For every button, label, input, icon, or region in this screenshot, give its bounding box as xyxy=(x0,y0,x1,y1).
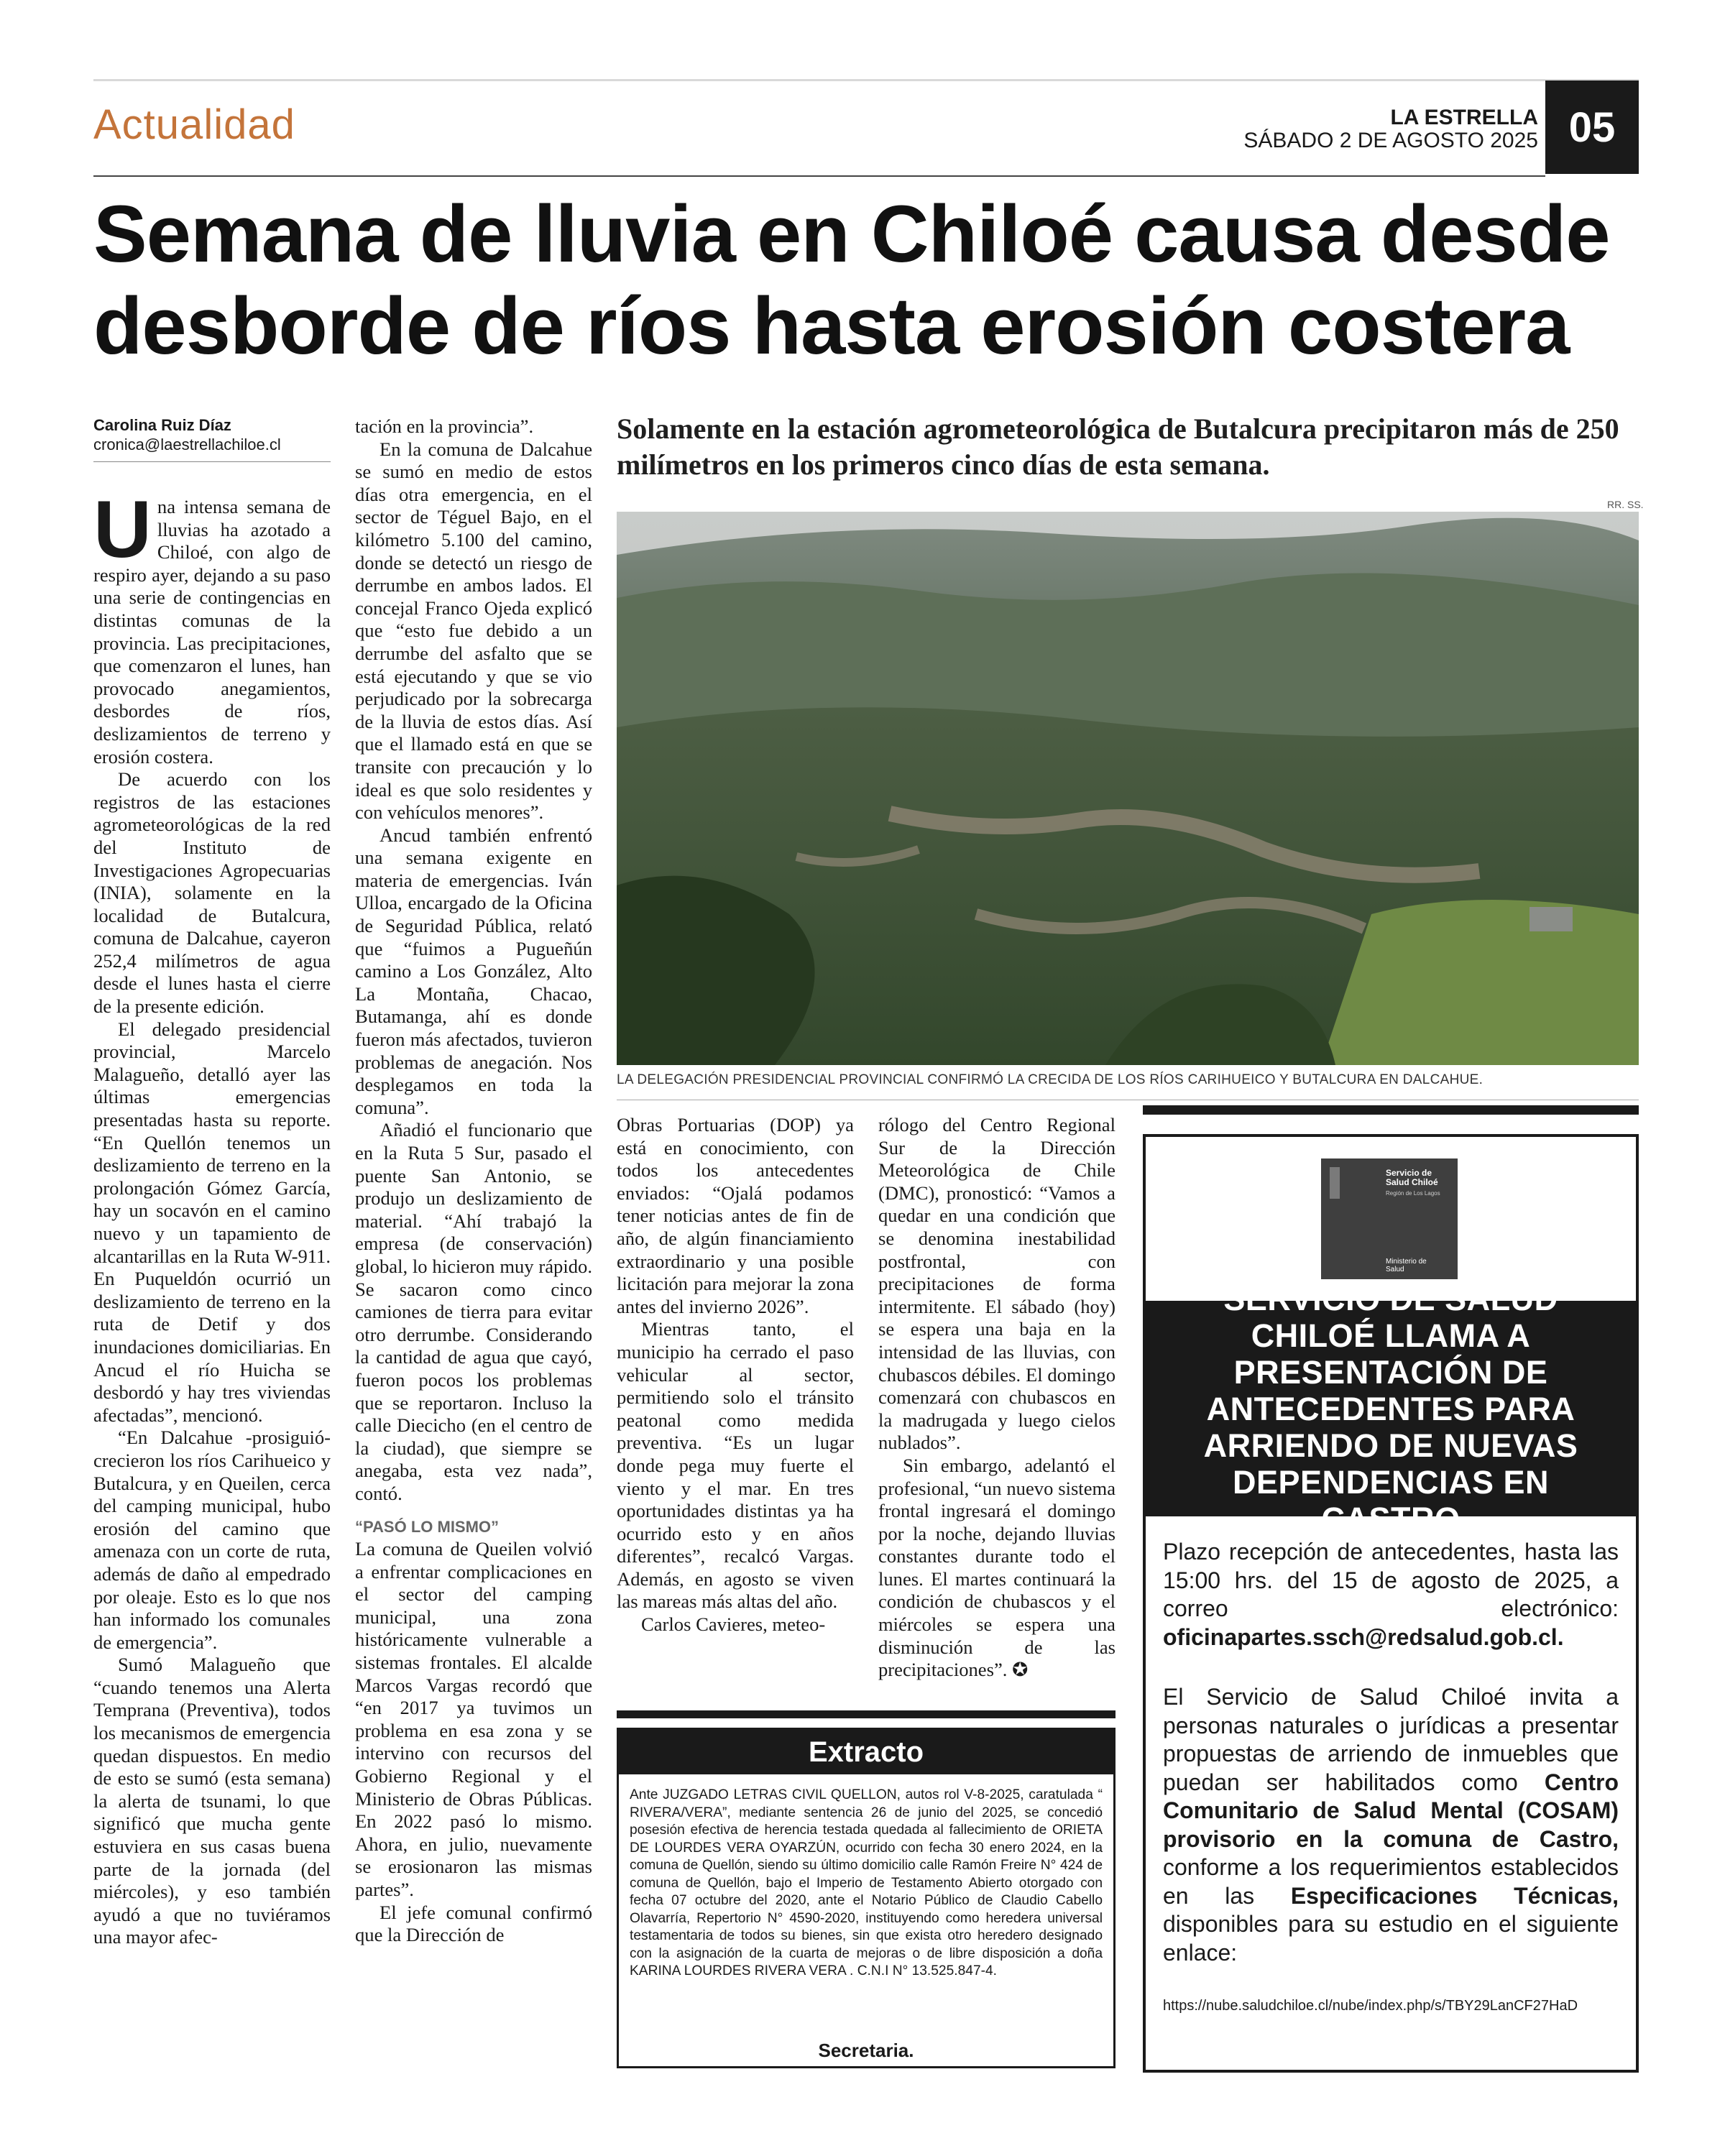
health-service-logo xyxy=(1321,1158,1458,1279)
article-deck: Solamente en la estación agrometeorológica de Butalcura precipitaron más de 250 milímetros en los primeros cinco días de esta semana. xyxy=(617,413,1619,481)
headline xyxy=(93,188,1639,372)
headline-line-1: Semana de lluvia en Chiloé causa desde xyxy=(93,189,1610,279)
paragraph: Sumó Malagueño que “cuando tenemos una Alerta Temprana (Preventiva), todos los mecanismos de emergencia quedan dispuestos. En medio de esto se sumó (esta semana) la alerta de tsunami, lo que significó que mucha gente estuviera en sus casas buena parte de la jornada (del miércoles), y eso también ayudó a que no tuviéramos una mayor afec- xyxy=(93,1654,331,1948)
paragraph: Carlos Cavieres, meteo- xyxy=(641,1613,826,1636)
subheading: “PASÓ LO MISMO” xyxy=(355,1517,500,1536)
photo-caption: LA DELEGACIÓN PRESIDENCIAL PROVINCIAL CONFIRMÓ LA CRECIDA DE LOS RÍOS CARIHUEICO Y BUTALCURA EN DALCAHUE. xyxy=(617,1072,1484,1087)
paragraph: Mientras tanto, el municipio ha cerrado el paso vehicular al sector, permitiendo solo el tránsito peatonal como medida preventiva. “Es un lugar donde pega muy fuerte el viento y el mar. En tres oportunidades distintas ya ha ocurrido esto y en años diferentes”, recalcó Vargas. Además, en agosto se viven las mareas más altas del año. xyxy=(617,1318,854,1613)
article-column-3 xyxy=(617,1114,854,1636)
page-number: 05 xyxy=(1545,80,1639,174)
paragraph: Sin embargo, adelantó el profesional, “un nuevo sistema frontal ingresará el domingo por la noche, dejando lluvias constantes durante todo el lunes. El martes continuará la condición de chubascos y el miércoles se espera una disminución de las precipitaciones”. ✪ xyxy=(878,1454,1116,1681)
paragraph: Obras Portuarias (DOP) ya está en conocimiento, con todos los antecedentes enviados: “Ojalá podamos tener noticias antes de fin de año, de algún financiamiento extraordinario y una posible licitación para mejorar la zona antes del invierno 2026”. xyxy=(617,1114,854,1317)
dropcap: U xyxy=(93,484,152,574)
byline xyxy=(93,415,331,454)
landscape-illustration xyxy=(617,512,1639,1065)
extracto-signature: Secretaria. xyxy=(818,2040,914,2061)
paragraph: La comuna de Queilen volvió a enfrentar complicaciones en el sector del camping municipal, una zona históricamente vulnerable a sistemas frontales. El alcalde Marcos Vargas recordó que “en 2017 ya tuvimos un problema en esa zona y se intervino con recursos del Gobierno Regional y el Ministerio de Obras Públicas. En 2022 pasó lo mismo. Ahora, en julio, nuevamente se erosionaron las mismas partes”. xyxy=(355,1538,592,1900)
publication-name: LA ESTRELLA xyxy=(1390,106,1538,129)
ad-top-bar xyxy=(1143,1105,1639,1115)
author-email[interactable]: cronica@laestrellachiloe.cl xyxy=(93,436,281,453)
paragraph: tación en la provincia”. xyxy=(355,415,534,437)
paragraph: Añadió el funcionario que en la Ruta 5 Sur, pasado el puente San Antonio, se produjo un deslizamiento de material. “Ahí trabajó la empresa (de conservación) global, lo hicieron muy rápido. Se sacaron como cinco camiones de tierra para evitar otro derrumbe. Considerando la cantidad de agua que cayó, fueron pocos los problemas que se reportaron. Incluso la calle Diecicho (en el centro de la ciudad), que siempre se anegaba, esta vez nada”, contó. xyxy=(355,1119,592,1504)
paragraph: El delegado presidencial provincial, Marcelo Malagueño, detalló ayer las últimas emergencias presentadas hasta su reporte. “En Quellón tenemos un deslizamiento de terreno en la prolongación Gómez García, hay un socavón en el camino nuevo y un tapamiento de alcantarillas en la Ruta W-911. En Puqueldón ocurrió un deslizamiento de terreno en la ruta de Detif y dos inundaciones domiciliarias. En Ancud el río Huicha se desbordó y hay tres viviendas afectadas”, mencionó. xyxy=(93,1018,331,1426)
ad-headline: SERVICIO DE SALUD CHILOÉ LLAMA A PRESENTACIÓN DE ANTECEDENTES PARA ARRIENDO DE NUEVAS DEPENDENCIAS EN CASTRO xyxy=(1146,1301,1636,1516)
photo-credit: RR. SS. xyxy=(1607,499,1644,510)
top-rule xyxy=(93,79,1639,81)
author-name: Carolina Ruiz Díaz xyxy=(93,416,231,434)
paragraph: “En Dalcahue -prosiguió- crecieron los ríos Carihueico y Butalcura, y en Queilen, cerca del camping municipal, hubo erosión del camino que amenaza con un corte de ruta, además de daño al empedrado por oleaje. Esto es lo que nos han informado los comunales de emergencia”. xyxy=(93,1427,331,1653)
article-column-2 xyxy=(355,415,592,1947)
byline-rule xyxy=(93,461,331,462)
extracto-top-rule xyxy=(617,1710,1116,1718)
ad-email-link[interactable]: oficinapartes.ssch@redsalud.gob.cl. xyxy=(1163,1623,1564,1650)
logo-text-2: Región de Los Lagos xyxy=(1386,1190,1440,1197)
article-column-1 xyxy=(93,484,331,1949)
paragraph: Una intensa semana de lluvias ha azotado a Chiloé, con algo de respiro ayer, dejando a su paso una serie de contingencias en distintas comunas de la provincia. Las precipitaciones, que comenzaron el lunes, han provocado anegamientos, desbordes de ríos, deslizamientos de terreno y erosión costera. xyxy=(93,484,331,768)
paragraph: Ancud también enfrentó una semana exigente en materia de emergencias. Iván Ulloa, encargado de la Oficina de Seguridad Pública, relató que “fuimos a Pugueñún camino a Los González, Alto La Montaña, Chacao, Butamanga, ahí es donde fueron más afectados, tuvieron problemas de anegación. Nos desplegamos en toda la comuna”. xyxy=(355,824,592,1118)
section-label: Actualidad xyxy=(93,101,295,148)
paragraph: En la comuna de Dalcahue se sumó en medio de estos días otra emergencia, en el sector de Téguel Bajo, en el kilómetro 5.100 del camino, donde se detectó un riesgo de derrumbe en ambos lados. El concejal Franco Ojeda explicó que “esto fue debido a un derrumbe del asfalto que se está ejecutando y que se vio perjudicado por la sobrecarga de la lluvia de estos días. Así que el llamado está en que se transite con precaución y lo ideal es que solo residentes y con vehículos menores”. xyxy=(355,438,592,824)
ad-url-link[interactable]: https://nube.saludchiloe.cl/nube/index.php/s/TBY29LanCF27HaD xyxy=(1163,1998,1578,2014)
article-column-4 xyxy=(878,1114,1116,1682)
header-separator xyxy=(93,175,1545,177)
ad-description: El Servicio de Salud Chiloé invita a personas naturales o jurídicas a presentar propuestas de arriendo de inmuebles que puedan ser habilitados como Centro Comunitario de Salud Mental (COSAM) provisorio en la comuna de Castro, conforme a los requerimientos establecidos en las Especificaciones Técnicas, disponibles para su estudio en el siguiente enlace: xyxy=(1163,1684,1619,1966)
masthead xyxy=(1243,106,1538,152)
river-flood-photo xyxy=(617,512,1639,1065)
paragraph: rólogo del Centro Regional Sur de la Dirección Meteorológica de Chile (DMC), pronosticó: “Vamos a quedar en una condición que se denomina inestabilidad postfrontal, con precipitaciones de forma intermitente. El sábado (hoy) se espera una baja en la intensidad de las lluvias, con chubascos débiles. El domingo comenzará con chubascos en la madrugada y luego cielos nublados”. xyxy=(878,1114,1116,1454)
extracto-title: Extracto xyxy=(619,1730,1113,1774)
logo-text-1: Servicio de Salud Chiloé xyxy=(1386,1168,1438,1187)
headline-line-2: desborde de ríos hasta erosión costera xyxy=(93,281,1570,371)
paragraph: De acuerdo con los registros de las estaciones agrometeorológicas de la red del Instituto de Investigaciones Agropecuarias (INIA), solamente en la localidad de Butalcura, comuna de Dalcahue, cayeron 252,4 milímetros de agua desde el lunes hasta el cierre de la presente edición. xyxy=(93,768,331,1018)
publication-date: SÁBADO 2 DE AGOSTO 2025 xyxy=(1243,128,1538,152)
logo-text-3: Ministerio de Salud xyxy=(1386,1258,1427,1273)
extracto-body: Ante JUZGADO LETRAS CIVIL QUELLON, autos rol V-8-2025, caratulada “ RIVERA/VERA”, mediante sentencia 26 de junio del 2025, se concedió posesión efectiva de herencia testada quedada al fallecimiento de ORIETA DE LOURDES VERA OYARZÚN, ocurrido con fecha 30 enero 2024, en la comuna de Quellón, siendo su último domicilio calle Ramón Freire N° 424 de comuna de Quellón, bajo el Imperio de Testamento Abierto otorgado con fecha 07 octubre del 2020, ante el Notario Público de Claudio Cabello Olavarría, Repertorio N° 4590-2020, instituyendo como heredera universal testamentaria de todos su bienes, sin que exista otro heredero designado con la asignación de la cuarta de mejoras o de libre disposición a doña KARINA LOURDES RIVERA VERA . C.N.I N° 13.525.847-4. xyxy=(630,1787,1103,1978)
logo-flag-icon xyxy=(1330,1167,1340,1199)
ad-deadline-text: Plazo recepción de antecedentes, hasta las 15:00 hrs. del 15 de agosto de 2025, a correo electrónico: oficinapartes.ssch@redsalud.gob.cl. xyxy=(1163,1539,1619,1650)
paragraph: El jefe comunal confirmó que la Dirección de xyxy=(355,1901,592,1946)
